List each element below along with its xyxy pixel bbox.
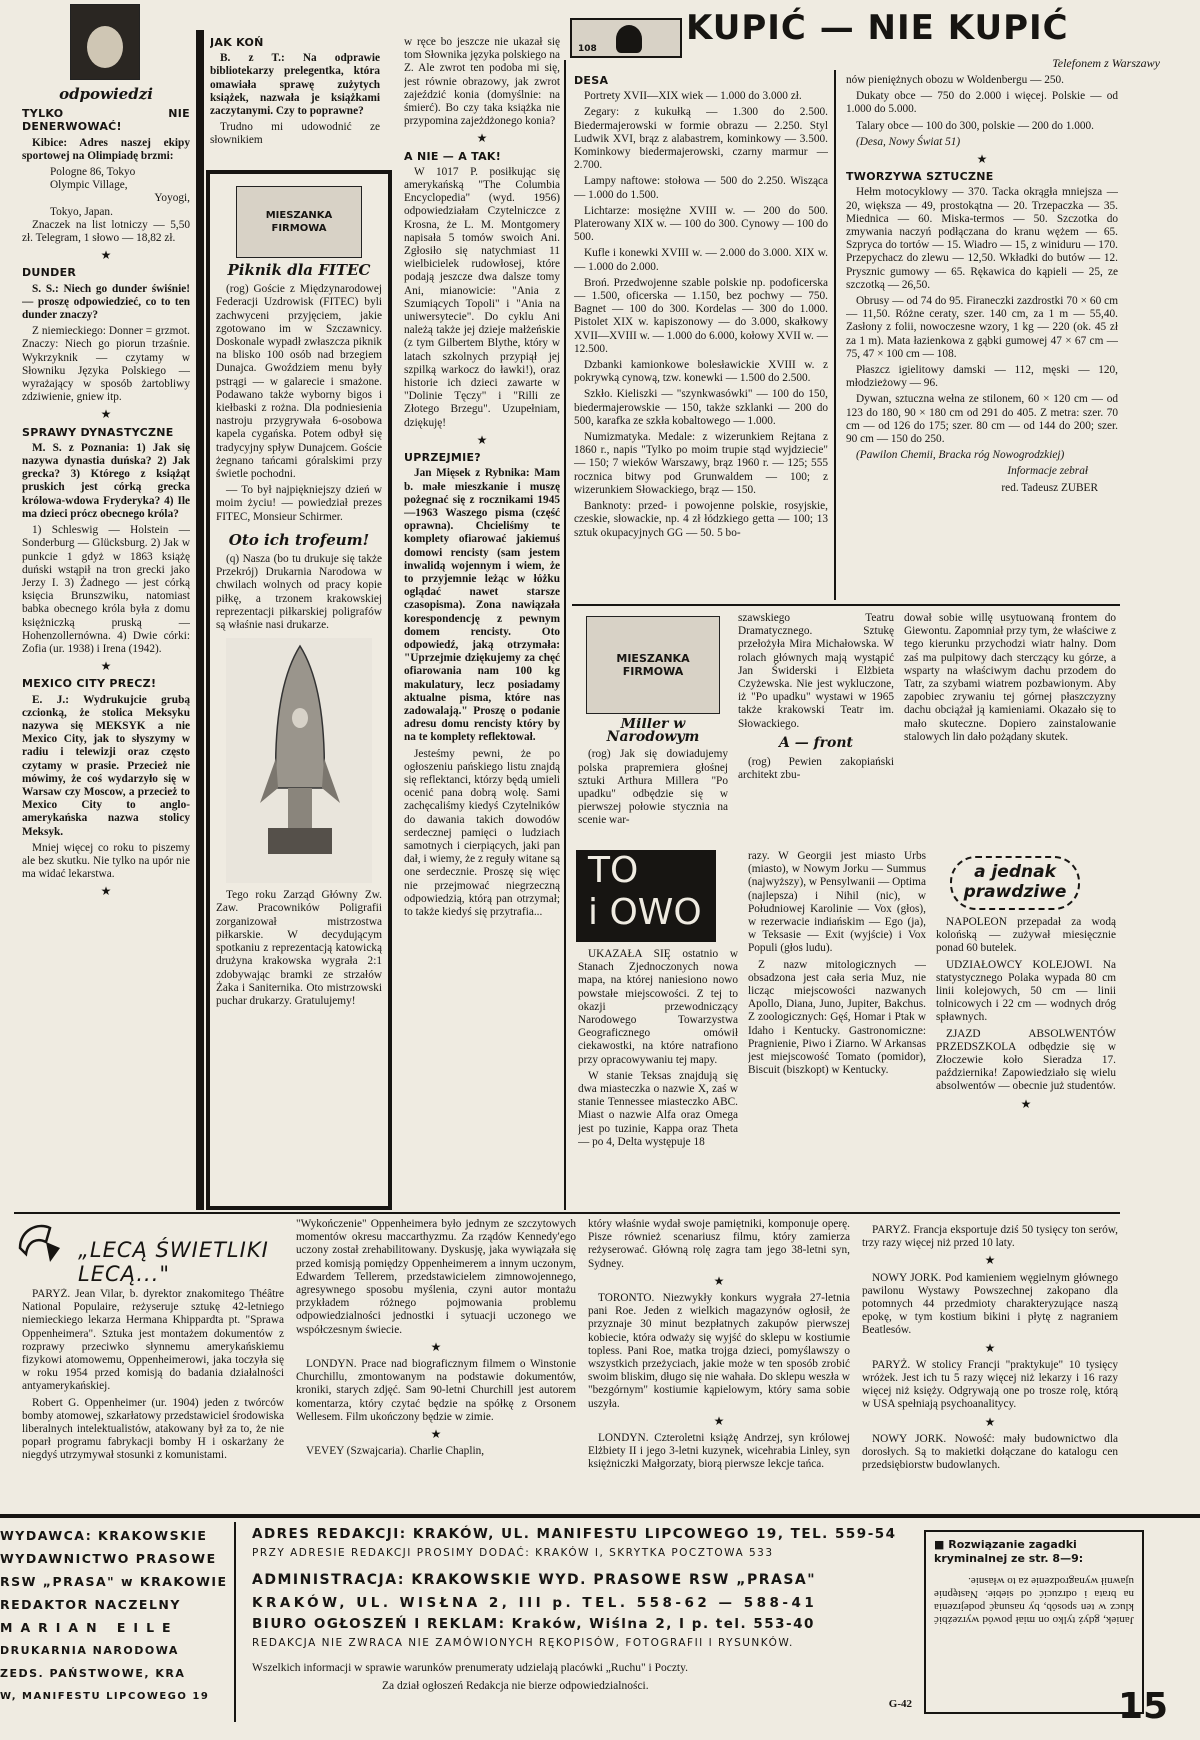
heading-uprzejmie: UPRZEJMIE?: [404, 451, 481, 465]
price-item: Talary obce — 100 do 300, polskie — 200 do 1.000.: [856, 119, 1094, 132]
signature-name: red. Tadeusz ZUBER: [1001, 481, 1098, 494]
publisher-line: DRUKARNIA NARODOWA: [0, 1644, 179, 1657]
article-text: UDZIAŁOWCY KOLEJOWI. Na statystycznego Polaka wypada 80 cm linii kolejowych, 50 cm — linii tolnicowych i 22 cm — wodnych dróg spławnych.: [936, 958, 1116, 1024]
article-text: — To był najpiękniejszy dzień w moim życiu! — powiedział prezes FITEC, Monsieur Schirmer.: [216, 484, 382, 523]
answer-text: Trudno mi udowodnić ze słownikiem: [210, 121, 380, 147]
answer-text: w ręce bo jeszcze nie ukazał się tom Słownika języka polskiego na Z. Ale zwrot ten podoba mi się, jest równie obrazowy, jak zwrot zajeździć konia (domyślnie: na śmierć). Bo czy taka książka nie przypomina zajeżdżonego konia?: [404, 36, 560, 128]
heading-desa: DESA: [574, 74, 609, 87]
section-rule: [572, 604, 1120, 606]
article-text: szawskiego Teatru Dramatycznego. Sztukę przełożyła Mira Michałowska. W rolach głównych mają wystąpić Jan Świderski i Elżbieta Czyżewska. Nie jest wykluczone, iż "Po upadku" wystawi w 1965 także krakowski Teatr im. Słowackiego.: [738, 612, 894, 730]
trofeum-title: Oto ich trofeum!: [228, 530, 370, 549]
publisher-line: W, MANIFESTU LIPCOWEGO 19: [0, 1691, 210, 1702]
heading-sprawy: SPRAWY DYNASTYCZNE: [22, 425, 174, 439]
separator-star: ★: [100, 659, 112, 674]
price-item: Numizmatyka. Medale: z wizerunkiem Rejtana z 1860 r., napis "Tylko po moim trupie stąd wyjdziecie" — 150; 7 wieków Warszawy, brąz 1960 r. — 125; 555 rocznica bitwy pod Grunwaldem — 100; z wizerunkiem Słowackiego, brąz — 150.: [574, 431, 828, 496]
leca-title: „LECĄ ŚWIETLIKI LECĄ...": [78, 1238, 269, 1286]
toowo-col-3: [936, 916, 1116, 1210]
issue-code: G-42: [888, 1698, 912, 1710]
address-block: [22, 166, 190, 219]
logo-number: 108: [578, 44, 597, 54]
publisher-line: WYDAWCA: KRAKOWSKIE: [0, 1528, 208, 1543]
heading-tworzywa: TWORZYWA SZTUCZNE: [846, 170, 994, 184]
puzzle-answer-text: Janiek, gdyż tylko on miał powód wyrzeźbić klucz w ten sposób, by nasunąć podejrzenia na brata i odrzucić od siebie. Następnie ujawnił wynagrodzenie za to własnie.: [934, 1575, 1134, 1626]
separator-star: ★: [984, 1253, 996, 1268]
toowo-col-1: [578, 948, 738, 1210]
article-text: UKAZAŁA SIĘ ostatnio w Stanach Zjednoczonych nowa mapa, na której naniesiono nowo powstałe miejscowości. Z tej to okazji przewodniczący Narodowego Towarzystwa Geograficznego omówił ciekawostki, na które natrafiono przy opracowywaniu tej mapy.: [578, 948, 738, 1066]
col-answers-3: [404, 36, 560, 1210]
price-item: Banknoty: przed- i powojenne polskie, rosyjskie, czeskie, słowackie, np. 4 zł łódzkiego getta — 100; 13 sztuk okupacyjnych GG — 50. 5 bo-: [574, 500, 828, 539]
footer-divider: [234, 1522, 236, 1722]
separator-star: ★: [976, 152, 988, 167]
address-line: KRAKÓW, UL. WISŁNA 2, III p. TEL. 558-62 — 588-41: [252, 1595, 818, 1611]
heading-a-nie: A NIE — A TAK!: [404, 149, 502, 163]
miller-col-3: [904, 612, 1116, 840]
article-text: LONDYN. Prace nad biograficznym filmem o Winstonie Churchillu, zmontowanym na podstawie dokumentów, kroniki, starych zdjęć. Sam 90-letni Churchill jest autorem komentarza, który czytać będzie na spółkę z Orsonem Wellesem. Film ukończony będzie w zimie.: [296, 1358, 576, 1423]
address-line: PRZY ADRESIE REDAKCJI PROSIMY DODAĆ: KRAKÓW I, SKRYTKA POCZTOWA 533: [252, 1547, 774, 1559]
desa-column: [574, 74, 828, 598]
answers-masthead: odpowiedzi: [59, 85, 153, 103]
article-text: NOWY JORK. Nowość: mały budownictwo dla dorosłych. Są to makietki dołączane do katalogu cen przedsiębiorstw budowlanych.: [862, 1432, 1118, 1472]
toowo-logo-line2: i OWO: [588, 892, 702, 933]
separator-star: ★: [430, 1339, 442, 1354]
question-text: M. S. z Poznania: 1) Jak się nazywa dynastia duńska? 2) Jak greckа? 3) Którego z książąt pruskich jest córką grecka królowa-wdowa Fryderyka? 4) Ile ma dzieci prócz obecnego króla?: [22, 441, 190, 520]
separator-star: ★: [476, 131, 488, 146]
trophy-photo: [226, 638, 372, 883]
miller-col-2: [738, 612, 894, 840]
article-text: "Wykończenie" Oppenheimera było jednym ze szczytowych momentów okresu maccarthyzmu. Za rządów Kennedy'ego uczony został zrehabilitowany. Dyskusję, jaka wywiązała się przed komisją pomiędzy Oppenheimerem a innym uczonym, Edwardem Tellerem, przedstawicielem zimnowojennego, agresywnego sposobu myślenia, czyni autor montażu przykładem różnego pojmowania problemu odpowiedzialności jednostki i sytuacji uczonego we współczesnym świecie.: [296, 1218, 576, 1336]
heading-dunder: DUNDER: [22, 266, 77, 280]
article-text: Tego roku Zarząd Główny Zw. Zaw. Pracowników Poligrafii zorganizował mistrzostwa piłkarskie. W decydującym spotkaniu z reprezentacją katowicką drużyna krakowska wygrała 2:1 zdobywając bramki ze strzałów Żaka i Saniternika. Oto mistrzowski puchar drukarzy. Gratulujemy!: [216, 889, 382, 1007]
ads-note: Za dział ogłoszeń Redakcja nie bierze odpowiedzialności.: [382, 1680, 649, 1692]
puzzle-answer-box: [924, 1530, 1144, 1714]
address-line: Pologne 86, Tokyo: [50, 166, 136, 179]
article-text: ZJAZD ABSOLWENTÓW PRZEDSZKOLA odbędzie się w Złoczewie koło Sieradza 17. października! Zapowiedziało się wielu absolwentów — obecnie już studentów.: [936, 1027, 1116, 1093]
separator-star: ★: [984, 1414, 996, 1429]
trophy-rocket-icon: [240, 638, 360, 878]
price-item: Zegary: z kukułką — 1.300 do 2.500. Biedermajerowski w formie obrazu — 2.250. Styl Ludwik XVI, brąz z alabastrem, kominkowy — 3.500. Kominkowy biedermajerowski, czarny marmur — 2.700.: [574, 106, 828, 172]
publisher-line: ZEDS. PAŃSTWOWE, KRA: [0, 1667, 186, 1680]
leca-col-2: [296, 1218, 576, 1508]
subscription-note: Wszelkich informacji w sprawie warunków prenumeraty udzielają placówki „Ruchu" i Poczty.: [252, 1662, 689, 1674]
fitec-title: Piknik dla FITEC: [227, 261, 371, 279]
page-subtitle: Telefonem z Warszawy: [1052, 56, 1160, 70]
ajednak-line1: a jednak: [974, 862, 1056, 882]
address-line: ADMINISTRACJA: KRAKOWSKIE WYD. PRASOWE RSW „PRASA": [252, 1572, 817, 1588]
address-line: Tokyo, Japan.: [50, 205, 113, 218]
article-text: dował sobie willę usytuowaną frontem do Giewontu. Zapomniał przy tym, że właściwe z tego kierunku przychodzi wiatr halny. Dom zaś ma pulpitowy dach sterczący ku górze, a wsparty na właściwym dachu przodem do Tatr, za szybami wiatrem pozbawionym. Aby zapobiec zrywaniu tej górnej płaszczyzny dachu obciążał ją kamieniami. Okazało się to mało skuteczne. Dopiero zainstalowanie stalowych lin dało pożądany skutek.: [904, 612, 1116, 743]
article-text: (rog) Jak się dowiadujemy polska prapremiera głośnej sztuki Arthura Millera "Po upadku" odbędzie się w pierwszej połowie stycznia na scenie war-: [578, 748, 728, 827]
toowo-logo: [576, 850, 716, 942]
address-line: BIURO OGŁOSZEŃ I REKLAM: Kraków, Wiślna 2, I p. tel. 553-40: [252, 1616, 815, 1632]
separator-star: ★: [100, 407, 112, 422]
page-number: 15: [1118, 1686, 1169, 1727]
section-rule: [14, 1212, 1120, 1214]
page-title: KUPIĆ — NIE KUPIĆ: [686, 8, 1069, 48]
article-text: Z nazw mitologicznych — obsadzona jest cała seria Muz, nie licząc miejscowości nazwanych Apollo, Diana, Juno, Jupiter, Bakchus. Z zoologicznych: Gęś, Homar i Ptak w Idaho i Kentucky. Gastronomiczne: Pragnienie, Piwo i Ziarno. W Arkansas jest miejscowość Tomato (pomidor), Biscuit (biszkopt) w Kentucky.: [748, 958, 926, 1077]
answer-text: 1) Schleswig — Holstein — Sonderburg — Glücksburg. 2) Jak w punkcie 1 gdyż w 1863 książę duński wstąpił na tron grecki jako Jerzy I. 3) Żadnego — jest córką księcia Brunszwiku, natomiast babka obecnego króla była z domu księżniczką pruską — Hohenzollernówna. 4) Dwie córki: Zofia (ur. 1938) i Irena (1942).: [22, 524, 190, 655]
article-text: LONDYN. Czteroletni książę Andrzej, syn królowej Elżbiety II i jego 3-letni kuzynek, wicehrabia Linley, syn księżniczki Małgorzaty, biorą pierwsze lekcje tańca.: [588, 1432, 850, 1471]
mieszanka-logo-2: [586, 616, 720, 714]
lamp-icon: [16, 1218, 76, 1274]
price-item: Dywan, sztuczna wełna ze stilonem, 60 × 120 cm — od 123 do 180, 90 × 180 cm od 291 do 405. Z metra: szer. 70 cm — od 126 do 175; szer. 80 cm — od 144 do 200; szer. 90 cm — 150 do 250.: [846, 393, 1118, 446]
separator-star: ★: [713, 1273, 725, 1288]
miller-col-1: [578, 718, 728, 838]
ajednak-badge: [950, 856, 1080, 910]
fitec-article: [216, 180, 382, 1206]
article-text: który właśnie wydał swoje pamiętniki, komponuje operę. Pisze również scenariusz filmu, który zamierza reżyserować. Główną rolę zagra tam jego 38-letni syn, Sydney.: [588, 1218, 850, 1270]
article-text: (rog) Goście z Międzynarodowej Federacji Uzdrowisk (FITEC) byli zachwyceni przyjęciem, jakie zgotowano im w Szczawnicy. Doskonale wypadł zwłaszcza piknik na blisko 100 osób nad brzegiem Dunajca. Gwoździem menu były pstrągi — w galarecie i smażone. Podawano także wyborny bigos i kiełbaski z rożna. Dla podniesienia nastroju przygrywała 6-osobowa kapela cygańska. Potem odbył się tradycyjny spływ Dunajcem. Goście żegnano tańcami góralskimi przy świetle pochodni.: [216, 283, 382, 481]
price-item: Broń. Przedwojenne szable polskie np. podoficerska — 1.500, oficerska — 1.150, bez pochwy — 750. Bagnet — 100 do 300. Kordelas — 300 do 1.000. Pistolet XIX w. kapiszonowy — do 3.000, skałkowy XVII—XVIII w. — 1.000 do 6.000, kołowy XVII w. — 12.500.: [574, 276, 828, 355]
leca-col-4: [862, 1224, 1118, 1508]
price-item: Hełm motocyklowy — 370. Tacka okrągła mniejsza — 20, większa — 49, prostokątna — 20. Trzepaczka — 35. Miednica — 60. Miska-termos — 50. Szczotka do zmywania naczyń podłączana do kranu wężem — 65. Szpryca do tortów — 15. Wiadro — 15, z winiduru — 170. Przepychacz do zlewu — 12,50. Wkładki do butów — 12. Prysznic gumowy — 65. Rękawica do kąpieli — 25, ze szczotką — 26,50.: [846, 186, 1118, 291]
price-item: Obrusy — od 74 do 95. Firaneczki zazdrostki 70 × 60 cm — 11,50. Różne ceraty, szer. 140 cm, za 1 m — 55,40. Zasłony z folii, nowoczesne wzory, 1 kg — 220 (ok. 45 zł za 1 m). Mata łazienkowa z gąbki gumowej 47 × 67 cm — 75, 47 × 100 cm — 108.: [846, 295, 1118, 360]
toowo-logo-line1: TO: [588, 850, 639, 891]
desa-column-2: [846, 74, 1118, 600]
separator-star: ★: [430, 1427, 442, 1442]
price-item: Lampy naftowe: stołowa — 500 do 2.250. Wisząca — 1.000 do 1.500.: [574, 175, 828, 201]
article-text: TORONTO. Niezwykły konkurs wygrała 27-letnia pani Roe. Jeden z wielkich magazynów ogłosił, że przyznaje 30 minut bezpłatnych zakupów pierwszej kobiecie, która odważy się wyjść do sklepu w kostiumie topless. Pani Roe, matka trojga dzieci, pomyślawszy o wszystkich przeżyciach, jakie może w ten sposób zrobić swoim bliskim, długo się nie wahała. Do sklepu weszła w "bezgórnym" kostiumie kąpielowym, który sama sobie uszyła.: [588, 1292, 850, 1410]
address-line: ADRES REDAKCJI: KRAKÓW, UL. MANIFESTU LIPCOWEGO 19, TEL. 559-54: [252, 1526, 897, 1542]
separator-star: ★: [713, 1413, 725, 1428]
address-block-footer: [252, 1524, 912, 1724]
separator-star: ★: [1020, 1096, 1032, 1111]
publisher-line: WYDAWNICTWO PRASOWE: [0, 1551, 217, 1566]
mieszanka-logo: [236, 186, 362, 258]
question-text: S. S.: Niech go dunder świśnie! — proszę odpowiedzieć, co to ten dunder znaczy?: [22, 282, 190, 322]
article-text: NAPOLEON przepadał za wodą kolońską — zużywał miesięcznie ponad 60 butelek.: [936, 916, 1116, 955]
article-text: W stanie Teksas znajdują się dwa miasteczka o nazwie X, zaś w stanie Tennessee miasteczko ABC. Miast o nazwie Alfa oraz Omega jest po tuzinie, Kappa oraz Theta — po 4, Delta występuje 18: [578, 1069, 738, 1148]
price-item: Kufle i konewki XVIII w. — 2.000 do 3.000. XIX w. — 1.000 do 2.000.: [574, 247, 828, 273]
answer-text: W 1017 P. posiłkując się amerykańską "The Columbia Encyclopedia" (wyd. 1956) odpowiedziałam Czytelniczce z Krosna, że L. M. Montgomery napisała 5 tomów swoich Ani. Zgłosiło się natychmiast 11 wielbicielek rudowłosej, które podają jeszcze dwa dalsze tomy Ani, mianowicie: "Ania z Szumiących Topoli" i "Ania na uniwersytecie". Do cyklu Ani należą także jej dzieje małżeńskie (z tym Gilbertem Blythe, który w latach szkolnych przypiął jej szpilką warkocz do ławki!), oraz historie ich dzieci zawarte w "Dolinie Tęczy" i "Rilli ze Złotego Brzegu". Uzupełniam, dziękuję!: [404, 165, 560, 429]
answer-text: Z niemieckiego: Donner = grzmot. Znaczy: Niech go piorun trzaśnie. Wykrzyknik — czytamy w Słowniku Języka Polskiego — wyrażający w sposób żartobliwy zdziwienie, gniew itp.: [22, 325, 190, 404]
logo-figure-icon: [616, 25, 642, 53]
article-text: Robert G. Oppenheimer (ur. 1904) jeden z twórców bomby atomowej, szkarłatowy przedstawiciel środowiska liberalnych intelektualistów, atakowany był za to, że nie poparł programu fabrykacji bomby H i oskarżany że niegdyś utrzymywał stosunki z komunistami.: [22, 1396, 284, 1462]
article-text: PARYŻ. Jean Vilar, b. dyrektor znakomitego Théâtre National Populaire, reżyseruje sztukę 42-letniego niemieckiego lekarza Hermana Khippardta pt. "Sprawa Oppenheimera". Sztuka jest montażem dokumentów z rozprawy przeciwko słynnemu amerykańskiemu fizykowi atomowemu, Oppenheimerowi, jaka toczyła się w roku 1954 przed komisją do badania działalności antyamerykańskiej.: [22, 1288, 284, 1393]
address-line: Olympic Village,: [50, 179, 128, 192]
article-text: (rog) Pewien zakopiański architekt zbu-: [738, 756, 894, 782]
mieszanka-logo-text: MIESZANKA FIRMOWA: [265, 209, 333, 234]
article-text: NOWY JORK. Pod kamieniem węgielnym głównego pawilonu Wystawy Powszechnej zakopano dla potomnych 44 przedmioty charakteryzujące naszą epokę, w tym kostium bikini i płytę z nagraniem Beatlesów.: [862, 1271, 1118, 1337]
source-note: (Pawilon Chemii, Bracka róg Nowogrodzkiej): [856, 449, 1065, 462]
article-text: razy. W Georgii jest miasto Urbs (miasto), w Nowym Jorku — Summus (najwyższy), w Pensylwanii — Optima (najlepsza) i Nihil (nic), w Południowej Karolinie — Vox (głos), w rezerwacie indiańskim — Ego (ja), w Teksasie — Exit (wyjście) i Vox Populi (głos ludu).: [748, 850, 926, 955]
column-divider: [834, 70, 836, 600]
footer-rule: [0, 1514, 1200, 1518]
signature-line: Informacje zebrał: [1007, 465, 1088, 478]
price-item: Szkło. Kieliszki — "szynkwasówki" — 100 do 150, biedermajerowskie — 150, także szklanki — 200 do 500, karafka ze szkła kobaltowego — 1.000.: [574, 388, 828, 427]
heading-jak-kon: JAK KOŃ: [210, 36, 264, 49]
address-line: Yoyogi,: [154, 192, 190, 205]
price-item: Dukaty obce — 750 do 2.000 i więcej. Polskie — od 1.000 do 5.000.: [846, 90, 1118, 116]
publisher-line: RSW „PRASA" w KRAKOWIE: [0, 1574, 228, 1589]
publisher-line: REDAKTOR NACZELNY: [0, 1597, 181, 1612]
col-answers-2: [210, 36, 380, 156]
leca-col-1: [22, 1288, 284, 1506]
source-note: (Desa, Nowy Świat 51): [856, 135, 961, 148]
question-text: Jan Mięsek z Rybnika: Mam b. małe mieszkanie i muszę pożegnać się z rocznikami 1945—1963 Waszego pisma (część oprawna). Chcieliśmy te komplety ofiarować jakiemuś domowi rencisty (sam jestem inwalidą wojennym i wiem, że to przyjemnie leżąc w łóżku oglądać nawet starsze czasopisma). Zona nawiązała korespondencję z pewnym domem rencisty. Oto odpowiedź, jaką otrzymała: "Uprzejmie dziękujemy za chęć ofiarowania nam 100 kg makulatury, lecz posiadamy aktualne pisma, które nas zadowalają." Proszę o podanie adresu domu rencisty który by na te komplety reflektował.: [404, 467, 560, 744]
column-divider: [196, 30, 204, 1210]
address-line: REDAKCJA NIE ZWRACA NIE ZAMÓWIONYCH RĘKOPISÓW, FOTOGRAFII I RYSUNKÓW.: [252, 1637, 794, 1649]
leca-heading: [16, 1218, 296, 1286]
article-text: (q) Nasza (bo tu drukuje się także Przekrój) Drukarnia Narodowa w chwilach wolnych od pracy kopie piłkę, a trzonem krakowskiej reprezentacji piłkarskiej poligrafów są właśnie nasi drukarze.: [216, 553, 382, 632]
price-item: Płaszcz igielitowy damski — 112, męski — 120, młodzieżowy — 96.: [846, 364, 1118, 390]
separator-star: ★: [984, 1340, 996, 1355]
author-portrait: [70, 4, 140, 80]
answer-text: Kibice: Adres naszej ekipy sportowej na Olimpiadę brzmi:: [22, 136, 190, 162]
price-item: Lichtarze: mosiężne XVIII w. — 200 do 500. Platerowany XIX w. — 100 do 300. Cynowy — 100 do 500.: [574, 204, 828, 244]
answer-text: Jesteśmy pewni, że po ogłoszeniu pańskiego listu znajdą się reflektanci, którzy będą umieli ocenić pana dobrą wolę. Sami zachęcaliśmy kiedyś Czytelników do dawania takich dowodów serdecznej pamięci o ludziach samotnych i cierpiących, jaki pan dał, i wiemy, że z reguły witane są one serdecznie. Proszę się więc nie przejmować niegrzeczną odpowiedzią, którą pan otrzymał; to także kiedyś się przytrafia...: [404, 747, 560, 918]
heading-mexico: MEXICO CITY PRECZ!: [22, 677, 157, 691]
price-item: nów pieniężnych obozu w Woldenbergu — 250.: [846, 74, 1064, 86]
answer-text: Mniej więcej co roku to piszemy ale bez skutku. Nie tylko na upór nie ma widać lekarstwa.: [22, 841, 190, 881]
heading-tylko: TYLKO NIE DENERWOWAĆ!: [22, 107, 190, 134]
question-text: B. z T.: Na odprawie bibliotekarzy prelegentka, która omawiała sprawę zużytych książek, nazwała je książkami zaczytanymi. Czy to poprawne?: [210, 52, 380, 118]
editor-name: MARIAN EILE: [0, 1620, 179, 1635]
article-text: PARYŻ. W stolicy Francji "praktykuje" 10 tysięcy wróżek. Jest ich tu 5 razy więcej niż lekarzy i 16 razy więcej niż księży. Odgrywają one po trosze rolę, którą w USA spełniają psychoanalitycy.: [862, 1358, 1118, 1411]
article-text: VEVEY (Szwajcaria). Charlie Chaplin,: [306, 1445, 485, 1458]
toowo-col-2: [748, 850, 926, 1210]
portrait-face-icon: [87, 26, 123, 68]
separator-star: ★: [100, 248, 112, 263]
question-text: E. J.: Wydrukujcie grubą czcionką, że stolica Meksyku nazywa się MEKSYK a nie Mexico City, jak to słyszymy w radiu i telewizji oraz często czytamy w prasie. Przecież nie mówimy, że coś wydarzyło się w Warsaw czy Moscow, a przecież to Mexico City to anglo-amerykańska nazwa stolicy Meksyk.: [22, 693, 190, 838]
miller-title: Miller w Narodowym: [606, 718, 700, 746]
column-divider: [564, 60, 566, 1210]
puzzle-answer-heading: ■ Rozwiązanie zagadki kryminalnej ze str. 8—9:: [934, 1538, 1084, 1565]
afront-title: A — front: [779, 734, 853, 751]
price-item: Portrety XVII—XIX wiek — 1.000 do 3.000 zł.: [584, 90, 802, 103]
answer-text: Znaczek na list lotniczy — 5,50 zł. Telegram, 1 słowo — 18,82 zł.: [22, 218, 190, 245]
publisher-block: [0, 1524, 230, 1720]
col-answers-1: [22, 82, 190, 1210]
article-text: PARYŻ. Francja eksportuje dziś 50 tysięcy ton serów, trzy razy więcej niż przed 10 laty.: [862, 1224, 1118, 1250]
separator-star: ★: [100, 884, 112, 899]
mieszanka-logo-text: MIESZANKA FIRMOWA: [616, 652, 690, 678]
ajednak-line2: prawdziwe: [963, 882, 1067, 902]
price-item: Dzbanki kamionkowe bolesławickie XVIII w. z pokrywką cynową, tzw. konewki — 1.500 do 2.500.: [574, 359, 828, 385]
separator-star: ★: [476, 432, 488, 447]
leca-col-3: [588, 1218, 850, 1508]
page-logo: [570, 18, 682, 58]
